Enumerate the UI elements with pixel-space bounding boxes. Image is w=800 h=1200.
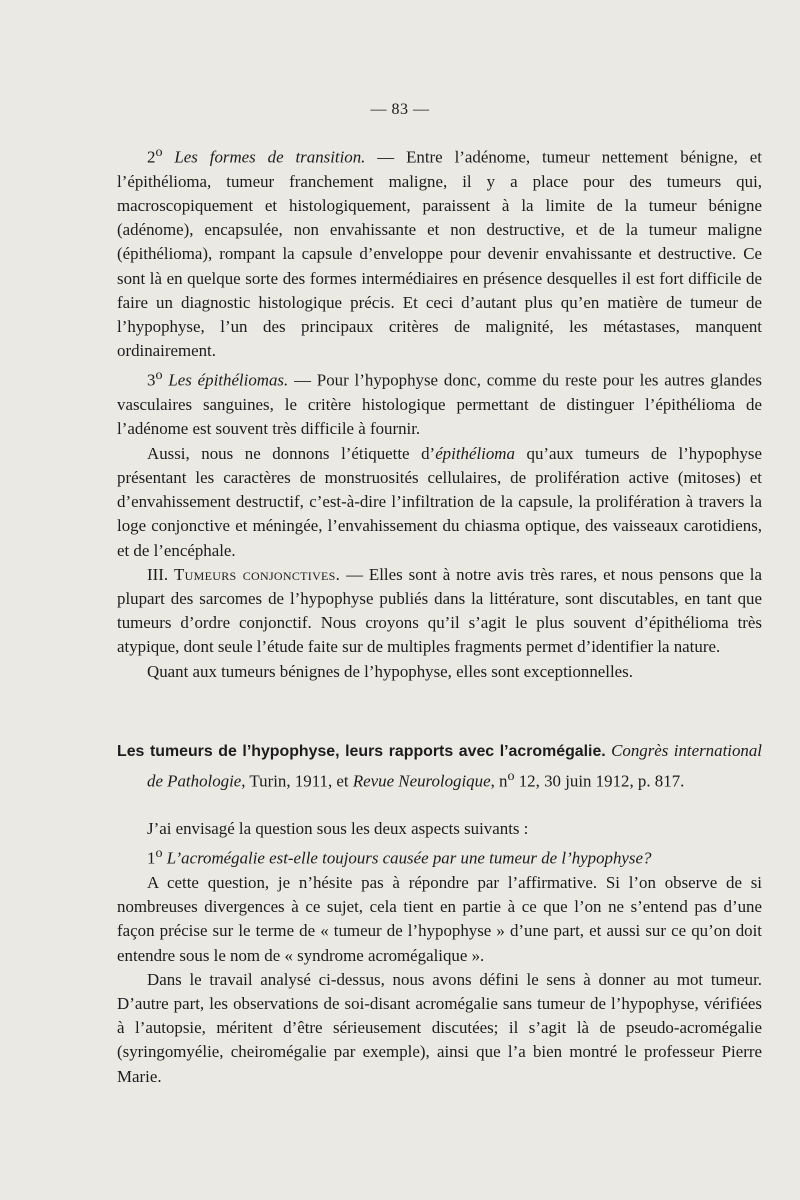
ordinal-marker: o [155, 845, 163, 862]
reference-title: Les tumeurs de l’hypophyse, leurs rapports avec l’acromégalie. [117, 743, 606, 760]
paragraph-text: Aussi, nous ne donnons l’étiquette d’ [147, 443, 436, 463]
transition-forms-section [117, 140, 762, 684]
paragraph-epitheliomas [117, 363, 762, 441]
section-number: 3 [147, 371, 156, 391]
section-number: 1 [147, 848, 156, 868]
bibliographic-reference [117, 739, 762, 794]
ordinal-marker: o [155, 144, 163, 160]
paragraph-text: — Pour l’hypophyse donc, comme du reste pour les autres glandes vasculaires sanguines, le critère histologique permettant de distinguer l’épithélioma de l’adénome est souvent très difficile à fournir. [117, 371, 763, 439]
paragraph-epithelioma-definition [117, 442, 762, 563]
question-text: L’acromégalie est-elle toujours causée par une tumeur de l’hypophyse? [166, 848, 652, 868]
paragraph-answer: A cette question, je n’hésite pas à répondre par l’affirmative. Si l’on observe de si nombreuses divergences à ce sujet, cela tient en partie à ce que l’on ne s’entend pas d’une façon précise sur le terme de « tumeur de l’hypophyse » d’une part, et aussi sur ce qu’on doit entendre sous le nom de « syndrome acromégalique ». [117, 873, 762, 965]
paragraph-question [117, 841, 762, 871]
page-number: — 83 — [370, 101, 430, 118]
section-number: III. [147, 564, 169, 584]
section-number: 2 [147, 147, 156, 167]
reference-congress: Congrès international de Pathologie [147, 741, 762, 791]
paragraph-benign-tumors: Quant aux tumeurs bénignes de l’hypophyse, elles sont exceptionnelles. [147, 661, 633, 681]
paragraph-intro: J’ai envisagé la question sous les deux aspects suivants : [147, 819, 529, 839]
paragraph-pseudo-acromegaly: Dans le travail analysé ci-dessus, nous avons défini le sens à donner au mot tumeur. D’autre part, les observations de soi-disant acromégalie sans tumeur de l’hypophyse, vérifiées à l’autopsie, méritent d’être sérieusement discutées; il s’agit là de pseudo-acromégalie (syringomyélie, cheiromégalie par exemple), ainsi que l’a bien montré le professeur Pierre Marie. [117, 969, 762, 1086]
reference-issue-prefix: , n [490, 771, 508, 791]
acromegaly-section [117, 739, 762, 1089]
reference-journal: Revue Neurologique [352, 771, 491, 791]
section-title: Les épithéliomas. [168, 371, 289, 391]
paragraph-connective-tumors [117, 563, 762, 660]
section-title: Tumeurs conjonctives. [174, 564, 341, 584]
paragraph-transition-forms [117, 140, 762, 363]
paragraph-text: qu’aux tumeurs de l’hypophyse présentant les caractères de monstruosités cellulaires, de prolifération active (mitoses) et d’envahissement destructif, c’est-à-dire l’infiltration de la capsule, la prolifération à travers la loge conjonctive et méningée, l’envahissement du chiasma optique, des vaisseaux carotidiens, et de l’encéphale. [117, 443, 762, 560]
paragraph-text: — Elles sont à notre avis très rares, et nous pensons que la plupart des sarcomes de l’hypophyse publiés dans la littérature, sont discutables, en tant que tumeurs d’ordre conjonctif. Nous croyons qu’il s’agit le plus souvent d’épithélioma très atypique, dont seule l’étude faite sur de multiples fragments permet d’identifier la nature. [117, 564, 762, 657]
section-title: Les formes de transition. [174, 147, 366, 167]
ordinal-marker: o [155, 367, 163, 384]
reference-issue: 12, 30 juin 1912, p. 817. [514, 771, 685, 791]
emphasized-term: épithélioma [435, 443, 515, 463]
reference-place: , Turin, 1911, et [241, 771, 353, 791]
ordinal-marker: o [507, 768, 515, 785]
paragraph-text: — Entre l’adénome, tumeur nettement bénigne, et l’épithélioma, tumeur franchement maligne, il y a place pour des tumeurs qui, macroscopiquement et histologiquement, paraissent à la limite de la tumeur bénigne (adénome), encapsulée, non envahissante et non destructive, et de la tumeur maligne (épithélioma), rompant la capsule d’enveloppe pour devenir envahissante et destructive. Ce sont là en quelque sorte des formes intermédiaires en présence desquelles il est fort difficile de faire un diagnostic histologique précis. Et ceci d’autant plus qu’en matière de tumeur de l’hypophyse, l’un des principaux critères de malignité, les métastases, manquent ordinairement. [117, 147, 762, 361]
